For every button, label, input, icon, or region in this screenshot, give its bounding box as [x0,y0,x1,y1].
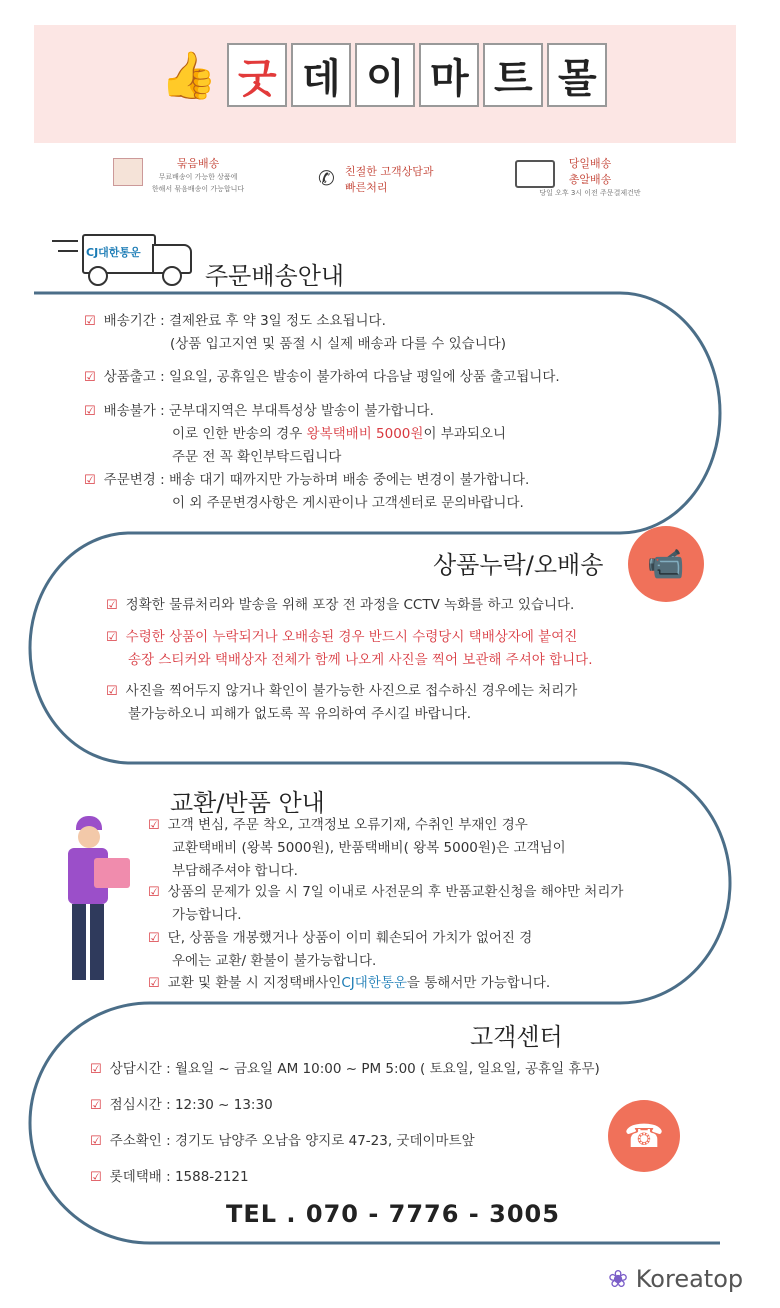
checkbox-icon: ☑ [90,1098,102,1113]
list-item-cont: 불가능하오니 피해가 없도록 꼭 유의하여 주시길 바랍니다. [128,706,472,722]
checkbox-icon: ☑ [90,1170,102,1185]
logo-char: 데 [291,43,351,107]
list-item: ☑ 고객 변심, 주문 착오, 고객정보 오류기재, 수취인 부재인 경우 [148,817,528,833]
thumbs-up-icon: 👍 [160,47,218,102]
checkbox-icon: ☑ [84,404,96,419]
logo [160,44,607,106]
checkbox-icon: ☑ [106,684,118,699]
list-item-cont: 이 외 주문변경사항은 게시판이나 고객센터로 문의바랍니다. [172,495,524,511]
list-item-cont: 가능합니다. [172,907,242,923]
checkbox-icon: ☑ [84,370,96,385]
checkbox-icon: ☑ [84,314,96,329]
list-item-cont: 주문 전 꼭 확인부탁드립니다 [172,449,342,465]
feature-desc: 한해서 묶음배송이 가능합니다 [151,185,245,193]
feature-title: 묶음배송 [176,157,220,170]
list-item: ☑ 주문변경 : 배송 대기 때까지만 가능하며 배송 중에는 변경이 불가합니다. [84,472,530,488]
logo-char: 굿 [227,43,287,107]
checkbox-icon: ☑ [90,1134,102,1149]
list-item: ☑ 사진을 찍어두지 않거나 확인이 불가능한 사진으로 접수하신 경우에는 처리가 [106,683,578,699]
checkbox-icon: ☑ [84,473,96,488]
logo-char: 트 [483,43,543,107]
omission-title: 상품누락/오배송 [433,551,604,579]
checkbox-icon: ☑ [148,885,160,900]
list-item-cont: 부담해주셔야 합니다. [172,863,298,879]
list-item: ☑ 주소확인 : 경기도 남양주 오남읍 양지로 47-23, 굿데이마트앞 [90,1133,475,1149]
list-item-cont: 송장 스티커와 택배상자 전체가 함께 나오게 사진을 찍어 보관해 주셔야 합니다. [128,652,593,668]
delivery-title: 주문배송안내 [205,262,345,290]
feature-title: 총알배송 [568,173,612,186]
list-item: ☑ 정확한 물류처리와 발송을 위해 포장 전 과정을 CCTV 녹화를 하고 있습니다. [106,597,575,613]
customer-center-title: 고객센터 [470,1023,563,1051]
checkbox-icon: ☑ [148,931,160,946]
feature-title: 당일배송 [568,157,612,170]
courier-person-icon [64,814,144,984]
checkbox-icon: ☑ [148,818,160,833]
feature-service [345,163,455,195]
feature-desc: 무료배송이 가능한 상품에 [158,173,238,181]
logo-char: 몰 [547,43,607,107]
phone-icon: ✆ [318,166,335,190]
exchange-title: 교환/반품 안내 [170,789,325,817]
logo-char: 마 [419,43,479,107]
list-item: ☑ 상품출고 : 일요일, 공휴일은 발송이 불가하여 다음날 평일에 상품 출고됩니다. [84,369,560,385]
lotus-icon: ❀ [608,1265,629,1293]
list-item: ☑ 점심시간 : 12:30 ~ 13:30 [90,1097,273,1113]
list-item: ☑ 단, 상품을 개봉했거나 상품이 이미 훼손되어 가치가 없어진 경 [148,930,533,946]
checkbox-icon: ☑ [148,976,160,991]
logo-char: 이 [355,43,415,107]
list-item: ☑ 상품의 문제가 있을 시 7일 이내로 사전문의 후 반품교환신청을 해야만 처리가 [148,884,624,900]
list-item: ☑ 교환 및 환불 시 지정택배사인CJ대한통운을 통해서만 가능합니다. [148,975,551,991]
list-item-cont: 교환택배비 (왕복 5000원), 반품택배비( 왕복 5000원)은 고객님이 [172,840,566,856]
feature-title: 빠른처리 [345,181,388,194]
telephone-icon: ☎ [608,1100,680,1172]
feature-bundle [128,155,268,195]
list-item: ☑ 상담시간 : 월요일 ~ 금요일 AM 10:00 ~ PM 5:00 ( 토요일, 일요일, 공휴일 휴무) [90,1061,600,1077]
checkbox-icon: ☑ [106,598,118,613]
checkbox-icon: ☑ [90,1062,102,1077]
cctv-icon: 📹 [628,526,704,602]
feature-title: 친절한 고객상담과 [345,165,434,178]
list-item-cont: 우에는 교환/ 환불이 불가능합니다. [172,953,377,969]
list-item-cont: 이로 인한 반송의 경우 왕복택배비 5000원이 부과되오니 [172,426,506,442]
watermark: ❀ Koreatop [608,1265,744,1293]
list-item: ☑ 배송불가 : 군부대지역은 부대특성상 발송이 불가합니다. [84,403,434,419]
checkbox-icon: ☑ [106,630,118,645]
truck-label: CJ대한통운 [86,246,141,259]
feature-desc: 당일 오후 3시 이전 주문결제건만 [539,189,641,197]
feature-sameday [525,155,655,199]
tel-number[interactable]: TEL . 070 - 7776 - 3005 [226,1200,560,1228]
list-item: ☑ 배송기간 : 결제완료 후 약 3일 정도 소요됩니다. [84,313,386,329]
list-item: ☑ 수령한 상품이 누락되거나 오배송된 경우 반드시 수령당시 택배상자에 붙여진 [106,629,578,645]
list-item: ☑ 롯데택배 : 1588-2121 [90,1169,249,1185]
list-item-cont: (상품 입고지연 및 품절 시 실제 배송과 다를 수 있습니다) [170,336,507,352]
